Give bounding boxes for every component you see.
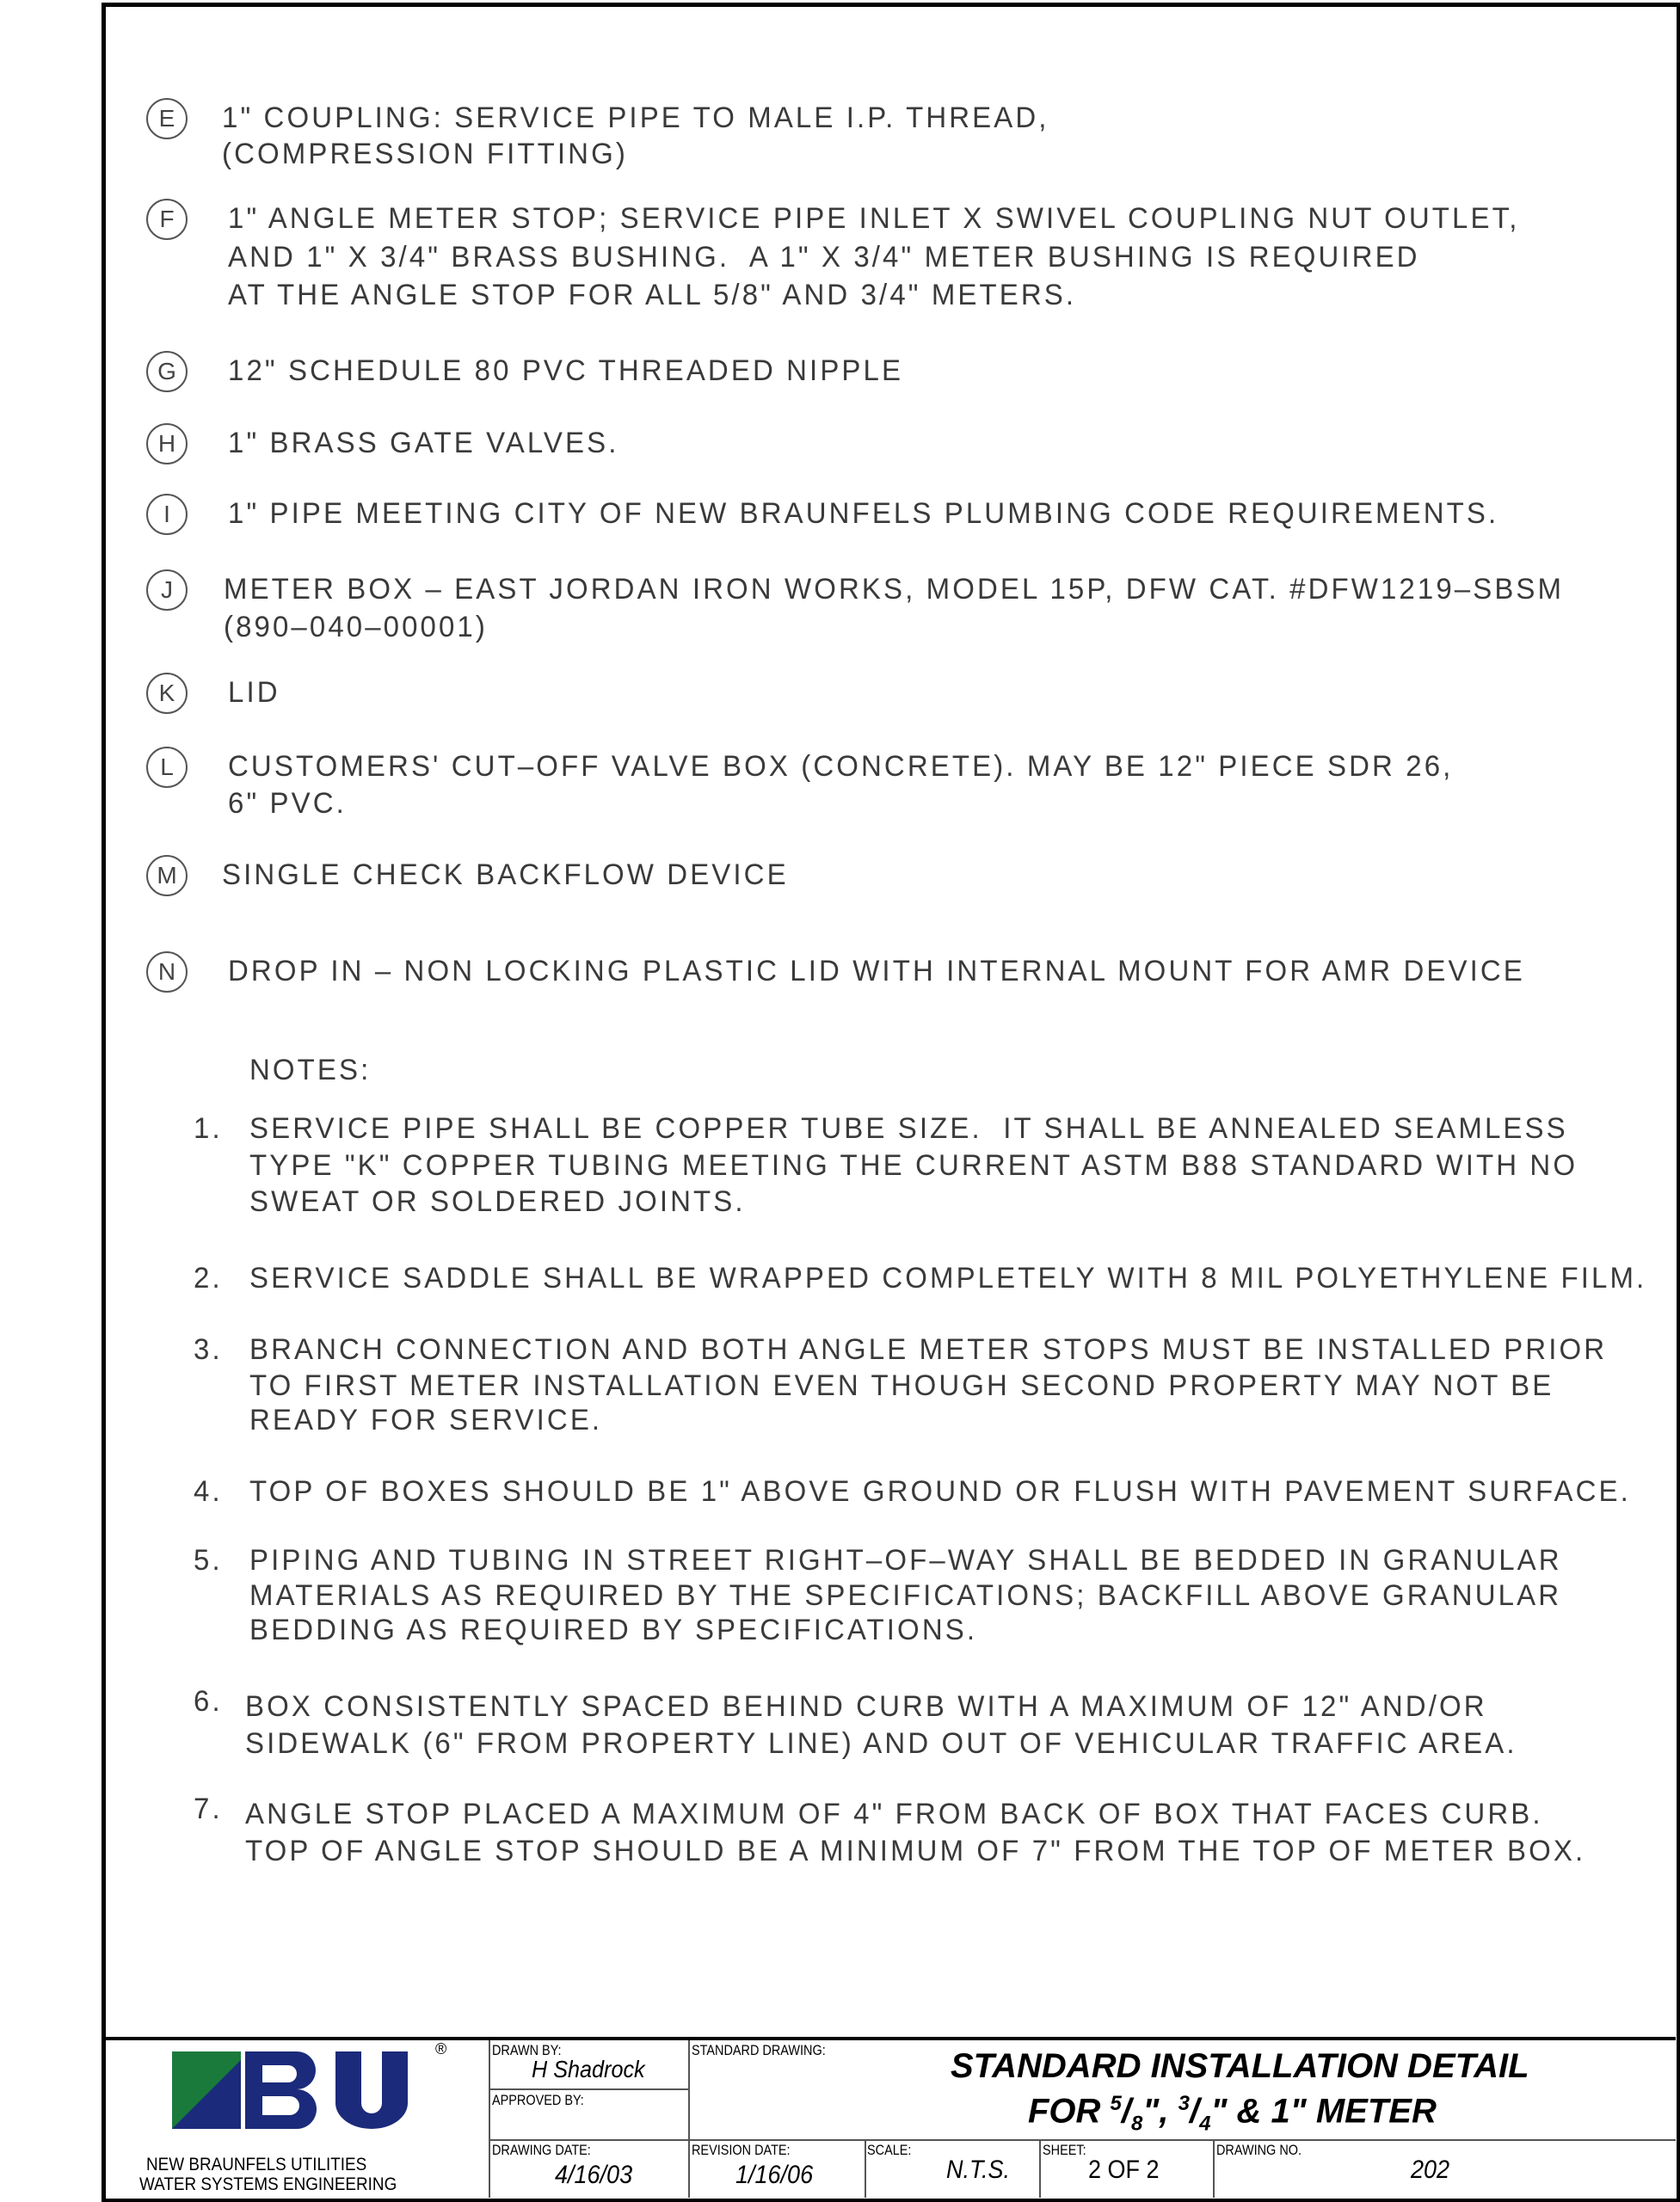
item-callout-circle: J — [146, 569, 188, 611]
item-text-line: 1" COUPLING: SERVICE PIPE TO MALE I.P. THREAD, — [222, 101, 1049, 134]
sheet-label: SHEET: — [1043, 2142, 1086, 2158]
drawing-title-line2: FOR $^5/_8$", $^3/_4$" & 1" METER — [1028, 2092, 1437, 2136]
note-text-line: BOX CONSISTENTLY SPACED BEHIND CURB WITH A MAXIMUM OF 12" AND/OR — [245, 1690, 1487, 1723]
item-text-line: 1" BRASS GATE VALVES. — [228, 427, 619, 459]
item-text-line: METER BOX – EAST JORDAN IRON WORKS, MODEL 15P, DFW CAT. #DFW1219–SBSM — [224, 573, 1565, 606]
note-number: 6. — [194, 1685, 223, 1718]
sheet-value: 2 OF 2 — [1088, 2156, 1160, 2184]
note-text-line: BRANCH CONNECTION AND BOTH ANGLE METER STOPS MUST BE INSTALLED PRIOR — [249, 1333, 1608, 1366]
item-text-line: 12" SCHEDULE 80 PVC THREADED NIPPLE — [228, 354, 904, 387]
note-text-line: SERVICE SADDLE SHALL BE WRAPPED COMPLETELY WITH 8 MIL POLYETHYLENE FILM. — [249, 1262, 1647, 1295]
item-callout-circle: G — [146, 351, 188, 392]
note-number: 5. — [194, 1544, 223, 1577]
org-department: WATER SYSTEMS ENGINEERING — [139, 2174, 397, 2194]
item-callout-circle: K — [146, 673, 188, 714]
note-number: 3. — [194, 1333, 223, 1366]
note-text-line: TOP OF BOXES SHOULD BE 1" ABOVE GROUND OR FLUSH WITH PAVEMENT SURFACE. — [249, 1475, 1631, 1508]
item-text-line: AT THE ANGLE STOP FOR ALL 5/8" AND 3/4" METERS. — [228, 279, 1077, 311]
item-text-line: SINGLE CHECK BACKFLOW DEVICE — [222, 858, 789, 891]
note-text-line: TOP OF ANGLE STOP SHOULD BE A MINIMUM OF 7" FROM THE TOP OF METER BOX. — [245, 1835, 1586, 1867]
item-callout-circle: M — [146, 855, 188, 896]
scale-label: SCALE: — [867, 2142, 912, 2158]
notes-heading: NOTES: — [249, 1054, 372, 1086]
note-number: 1. — [194, 1112, 223, 1145]
revision-date-label: REVISION DATE: — [692, 2142, 791, 2158]
drawing-number-label: DRAWING NO. — [1216, 2142, 1302, 2158]
nbu-logo — [172, 2051, 430, 2129]
item-text-line: AND 1" X 3/4" BRASS BUSHING. A 1" X 3/4" METER BUSHING IS REQUIRED — [228, 241, 1420, 274]
note-number: 2. — [194, 1262, 223, 1295]
note-text-line: TO FIRST METER INSTALLATION EVEN THOUGH SECOND PROPERTY MAY NOT BE — [249, 1369, 1554, 1402]
item-callout-circle: H — [146, 423, 188, 464]
item-callout-circle: E — [146, 98, 188, 139]
item-text-line: CUSTOMERS' CUT–OFF VALVE BOX (CONCRETE). MAY BE 12" PIECE SDR 26, — [228, 750, 1454, 783]
drawn-by-value: H Shadrock — [532, 2056, 645, 2082]
title-block-divider — [103, 2037, 1676, 2040]
drawing-date-value: 4/16/03 — [555, 2161, 633, 2189]
item-callout-circle: F — [146, 199, 188, 240]
item-text-line: DROP IN – NON LOCKING PLASTIC LID WITH INTERNAL MOUNT FOR AMR DEVICE — [228, 955, 1525, 987]
item-callout-circle: N — [146, 951, 188, 993]
note-text-line: SIDEWALK (6" FROM PROPERTY LINE) AND OUT OF VEHICULAR TRAFFIC AREA. — [245, 1727, 1517, 1760]
item-text-line: 6" PVC. — [228, 787, 347, 820]
drawing-date-label: DRAWING DATE: — [492, 2142, 591, 2158]
revision-date-value: 1/16/06 — [735, 2161, 814, 2189]
note-number: 7. — [194, 1793, 223, 1825]
note-text-line: MATERIALS AS REQUIRED BY THE SPECIFICATIONS; BACKFILL ABOVE GRANULAR — [249, 1579, 1562, 1612]
item-text-line: 1" PIPE MEETING CITY OF NEW BRAUNFELS PLUMBING CODE REQUIREMENTS. — [228, 497, 1499, 530]
registered-mark: ® — [435, 2040, 447, 2057]
note-text-line: TYPE "K" COPPER TUBING MEETING THE CURRENT ASTM B88 STANDARD WITH NO — [249, 1149, 1578, 1182]
note-text-line: BEDDING AS REQUIRED BY SPECIFICATIONS. — [249, 1614, 978, 1646]
drawn-by-label: DRAWN BY: — [492, 2042, 562, 2058]
note-number: 4. — [194, 1475, 223, 1508]
item-text-line: (COMPRESSION FITTING) — [222, 138, 628, 170]
sheet-border — [102, 3, 1680, 2202]
standard-drawing-label: STANDARD DRAWING: — [692, 2042, 826, 2058]
org-name: NEW BRAUNFELS UTILITIES — [146, 2155, 367, 2174]
item-text-line: 1" ANGLE METER STOP; SERVICE PIPE INLET X SWIVEL COUPLING NUT OUTLET, — [228, 202, 1520, 235]
note-text-line: SWEAT OR SOLDERED JOINTS. — [249, 1185, 746, 1218]
item-callout-circle: I — [146, 494, 188, 535]
note-text-line: SERVICE PIPE SHALL BE COPPER TUBE SIZE. IT SHALL BE ANNEALED SEAMLESS — [249, 1112, 1568, 1145]
item-callout-circle: L — [146, 747, 188, 788]
note-text-line: READY FOR SERVICE. — [249, 1404, 603, 1436]
scale-value: N.T.S. — [946, 2156, 1011, 2184]
item-text-line: LID — [228, 676, 280, 709]
note-text-line: ANGLE STOP PLACED A MAXIMUM OF 4" FROM BACK OF BOX THAT FACES CURB. — [245, 1798, 1543, 1830]
approved-by-label: APPROVED BY: — [492, 2092, 584, 2108]
drawing-title-line1: STANDARD INSTALLATION DETAIL — [951, 2047, 1529, 2085]
note-text-line: PIPING AND TUBING IN STREET RIGHT–OF–WAY SHALL BE BEDDED IN GRANULAR — [249, 1544, 1562, 1577]
item-text-line: (890–040–00001) — [224, 611, 488, 643]
drawing-number-value: 202 — [1411, 2156, 1450, 2184]
